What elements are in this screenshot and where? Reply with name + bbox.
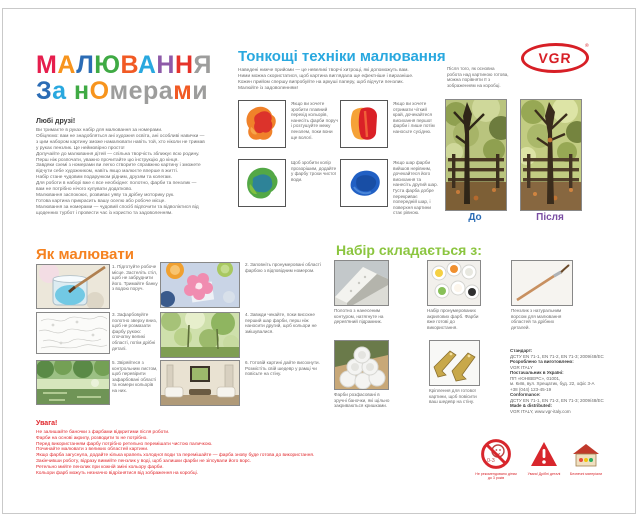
title-letter — [67, 77, 74, 105]
swatch-caption-2: Якщо ви хочете отримати чіткий край, дочекайтеся висихання першої фарби і лише потім наносьте сусідню. — [393, 101, 435, 134]
title-letter: М — [36, 51, 58, 79]
step-text-6: 6. Готовій картині дайте висохнути. Розмістіть свій шедевр у рамці чи повісьте на стіну. — [245, 360, 320, 377]
text-line: зображенням на коробці. — [447, 82, 501, 88]
text-line: Малювання заспокоює, розвиває уяву та дрібну моторику рук. — [36, 192, 175, 198]
kit-caption-paints: Набір пронумерованих акрилових фарб. Фарби вже готові до використання. — [427, 308, 479, 330]
kit-photo-pots — [334, 340, 389, 390]
paint-blob-orange-red-icon — [239, 101, 285, 147]
text-line: робота над картиною готова, — [447, 71, 509, 77]
brush-photo — [512, 261, 572, 305]
text-line: Для роботи в наборі вже є все необхідне: полотно, фарби та пензлик — — [36, 181, 197, 187]
forest-photo-after — [521, 100, 581, 210]
text-line: Не залишайте баночки з фарбами відкритими після роботи. — [36, 430, 170, 435]
title-letter: А — [57, 51, 77, 79]
text-line: Made & distributed: — [510, 403, 553, 408]
kit-photo-canvas — [334, 260, 389, 306]
step-text-5: 5. Звіряйтеся з контрольним листом, щоб перевірити зафарбовані області та номери кольорів на них. — [112, 360, 158, 393]
text-line: Завдяки схемі з номерами ви легко створите справжню картину і зможете — [36, 163, 201, 169]
text-line: Після того, як основна — [447, 66, 495, 71]
text-line: Ви тримаєте в руках набір для малювання за номерами. — [36, 128, 163, 133]
text-line: VGR ITALY, www.vgr-italy.com — [510, 408, 571, 414]
svg-text:0-3: 0-3 — [487, 458, 495, 464]
registered-mark-icon: ® — [584, 43, 589, 49]
intro-text — [36, 128, 248, 217]
kit-heading: Набір складається з: — [336, 242, 482, 258]
warning-text — [36, 430, 338, 476]
text-line: Починайте малювати з великих областей картини. — [36, 447, 149, 453]
intro-heading: Любі друзі! — [36, 118, 76, 125]
kit-caption-hooks: Кріплення для готової картини, щоб повісити ваш шедевр на стіну. — [429, 388, 477, 405]
step-photo-4 — [160, 312, 240, 358]
white-pots-photo — [335, 341, 388, 389]
age-restriction-icon — [480, 438, 512, 475]
paint-blob-blue-icon — [341, 160, 387, 206]
title-letter: е — [128, 77, 143, 105]
title-letter: Н — [156, 51, 175, 79]
before-image — [445, 99, 507, 211]
certified-logo-icon — [571, 442, 601, 473]
title-letter: А — [137, 51, 157, 79]
numbered-canvas-photo — [37, 313, 109, 353]
page-title-line2 — [36, 78, 208, 104]
text-line: Фарби на основі акрилу, розводити їх не потрібно. — [36, 435, 148, 441]
kit-photo-brush — [511, 260, 573, 306]
paint-pots-photo — [428, 261, 480, 305]
text-line: Кожен прийом спершу випробуйте на аркуші паперу, щоб відчути пензлик. — [238, 79, 404, 85]
swatch-second-layer — [340, 159, 388, 207]
text-line: щоденних турбот і провести час із користю та задоволенням. — [36, 210, 173, 216]
text-line: Наведені нижче прийоми — це невеликі творчі хитрощі, які допоможуть вам. — [238, 68, 409, 73]
text-line: Малюйте із задоволенням! — [238, 85, 298, 91]
step-text-3: 3. Зафарбовуйте полотно зверху вниз, щоб не розмазати фарбу рукою: спочатку великі області, потім дрібні деталі. — [112, 312, 157, 351]
text-line: ДСТУ EN 71-1, EN 71-2, EN 71-3; 2009/48/EC — [510, 353, 604, 359]
text-line: Якщо фарба загуснула, додайте кілька крапель холодної води та перемішайте — фарба знову буде готова до використання. — [36, 453, 315, 459]
vgr-logo-text: VGR — [537, 50, 573, 66]
text-line: Малювання за номерами — чудовий спосіб відпочити та відволіктися від — [36, 204, 199, 210]
text-line: Закінчивши роботу, відразу вимийте пензлик у воді, щоб залишки фарби не зіпсували його ворс. — [36, 458, 252, 464]
howto-heading: Як малювати — [36, 246, 134, 263]
text-line: Готова картина прикрасить вашу оселю або робоче місце. — [36, 198, 166, 204]
text-line: можна порівняти її з — [447, 77, 491, 83]
kit-caption-canvas: Полотно з нанесеним контуром, натягнуте на дерев'яний підрамник. — [334, 308, 384, 325]
title-letter: р — [143, 77, 159, 105]
paint-blob-red-icon — [341, 101, 387, 147]
text-line: Conformance: — [510, 392, 541, 397]
text-line: Ретельно мийте пензлик при кожній зміні кольору фарби. — [36, 464, 164, 470]
swatch-caption-4: Якщо шар фарби вийшов нерівним, дочекайтеся його висихання та нанесіть другий шар. Густа фарба добре перекриває попередній шар, і поверхня картини стає рівною. — [393, 160, 438, 216]
text-line: з цим набором картину зможе намалювати навіть той, хто ніколи не тримав — [36, 139, 205, 145]
step-photo-6 — [160, 360, 240, 406]
landscape-painting-photo — [37, 361, 109, 404]
title-letter: З — [36, 77, 53, 105]
hanging-hooks-photo — [430, 341, 479, 385]
technique-intro — [238, 68, 438, 92]
step-text-1: 1. Підготуйте робоче місце. Застеліть стіл, щоб не забруднити його. Тримайте банку з водою поруч. — [112, 264, 158, 292]
warning-triangle-icon — [530, 441, 558, 472]
text-line: Перш ніж розпочати, уважно прочитайте цю інструкцію до кінця. — [36, 157, 179, 163]
text-line: Ними можна скористатися, щоб картина виглядала ще ефектніше і виразніше. — [238, 73, 414, 79]
technique-heading: Тонкощі техніки малювання — [238, 48, 446, 65]
title-letter: м — [173, 77, 193, 105]
text-line: Набір стане чудовим подарунком рідним, друзям та колегам. — [36, 175, 172, 181]
step-photo-2 — [160, 262, 240, 308]
text-line: Стандарт: — [510, 348, 533, 353]
title-letter: н — [74, 77, 90, 105]
step-photo-1 — [36, 264, 110, 309]
text-line: Розроблено та виготовлено: — [510, 359, 574, 364]
title-letter: В — [120, 51, 138, 79]
swatch-soft-blend — [238, 100, 286, 148]
swatch-transparent — [238, 159, 286, 207]
interior-photo — [161, 361, 239, 405]
title-letter: и — [192, 77, 209, 105]
page-title-line1 — [36, 52, 212, 78]
step-text-2: 2. Заповніть пронумеровані області фарбою з відповідним номером. — [245, 262, 321, 273]
text-line: ДСТУ EN 71-1, EN 71-2, EN 71-3; 2009/48/EC — [510, 397, 604, 403]
forest-photo-before — [446, 100, 506, 210]
kit-photo-paints — [427, 260, 481, 306]
step-photo-3 — [36, 312, 110, 354]
swatch-sharp-edge — [340, 100, 388, 148]
after-label: Після — [536, 212, 564, 223]
kit-caption-brush: Пензлик з натуральним ворсом для малювання областей та дрібних деталей. — [511, 308, 562, 330]
text-line: Обіцяємо: вам не знадобляться ані художня освіта, ані особливі навички — — [36, 133, 205, 139]
canvas-corner-photo — [335, 261, 388, 305]
text-line: Перед використанням фарбу потрібно ретельно перемішати чистою паличкою. — [36, 441, 213, 447]
text-line: +38 (044) 123-45-19 — [510, 386, 552, 392]
title-letter: Ю — [94, 51, 121, 79]
compare-note — [447, 66, 515, 88]
title-letter: а — [52, 77, 67, 105]
text-line: Кольори фарб можуть незначно відрізнятися від зображення на коробці. — [36, 470, 198, 476]
paint-pots-flower-photo — [161, 263, 239, 307]
text-line: вам не потрібно нічого купувати додатково. — [36, 187, 133, 193]
after-image — [520, 99, 582, 211]
age-restriction-caption: Не рекомендовано дітям до 3 років — [475, 472, 517, 480]
text-line: у руках пензлик. Це неймовірно просто! — [36, 145, 125, 151]
title-letter: Я — [193, 51, 212, 79]
text-line: м. Київ, вул. Хрещатик, буд. 22, офіс 3-А — [510, 381, 595, 386]
kit-caption-pots: Фарби розфасовані в зручні баночки, які щільно закриваються кришками. — [334, 392, 390, 409]
small-parts-caption: Увага! Дрібні деталі — [527, 472, 561, 476]
text-line: відчути себе художником, навіть якщо малюєте вперше в житті. — [36, 169, 178, 175]
legal-info — [510, 348, 632, 414]
garden-painting-photo — [161, 313, 239, 357]
water-jar-photo — [37, 265, 109, 308]
swatch-caption-1: Якщо ви хочете зробити плавний перехід кольорів, нанесіть фарби поруч і розтушуйте межу пензлем, поки вони ще вологі. — [291, 101, 338, 140]
text-line: Постачальник в Україні: — [510, 370, 564, 375]
swatch-caption-3: Щоб зробити колір прозорішим, додайте у фарбу трохи чистої води. — [291, 160, 337, 182]
certified-caption: Безпечні матеріали — [569, 472, 603, 476]
title-letter: Л — [76, 51, 95, 79]
text-line: Долучайте до малювання дітей — спільна творчість зближує всю родину. — [36, 151, 200, 157]
step-photo-5 — [36, 360, 110, 405]
before-label: До — [468, 212, 482, 223]
warning-heading: Увага! — [36, 420, 58, 427]
step-text-4: 4. Завжди чекайте, поки висохне перший шар фарби, перш ніж наносити другий, щоб кольори не змішувалися. — [245, 312, 317, 334]
text-line: ПП «ЮНІВЕРС», 01001, — [510, 375, 561, 381]
title-letter: м — [109, 77, 129, 105]
title-letter: Н — [174, 51, 194, 79]
paint-blob-green-blue-icon — [239, 160, 285, 206]
title-letter: а — [158, 77, 174, 105]
title-letter: О — [89, 77, 110, 105]
text-line: VGR ITALY — [510, 364, 533, 370]
kit-photo-hooks — [429, 340, 480, 386]
